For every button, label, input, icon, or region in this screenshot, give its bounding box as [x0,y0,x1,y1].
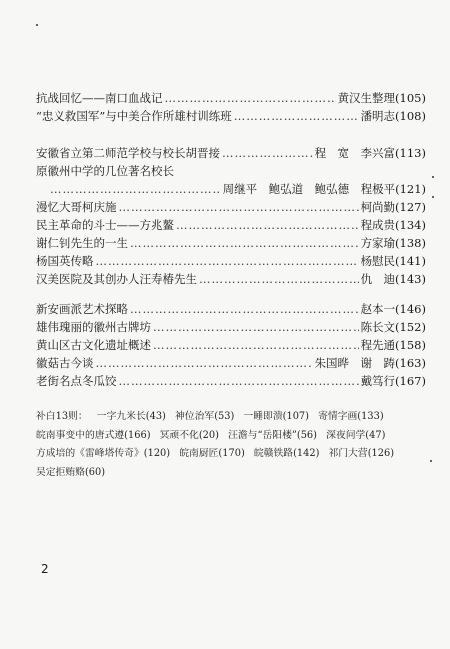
supplement-item: 冥顽不化(20) [159,429,219,441]
entry-author: 戴笃行(167) [360,374,426,388]
supplement-item: 方成培的《雷峰塔传奇》(120) [36,448,171,459]
entry-title: 老街名点冬瓜饺 [36,374,117,388]
entry-author: 陈长文(152) [360,320,426,334]
toc-entry [36,234,426,252]
leader-dots [96,354,313,372]
leader-dots [130,234,359,252]
scan-speck [432,176,434,178]
entry-author: 程 宽 李兴富(113) [314,146,426,160]
entry-title: 黄山区古文化遗址概述 [36,338,151,352]
toc-entry [36,354,426,372]
supplement-item: 皖南厨匠(170) [179,448,245,459]
leader-dots [119,198,359,216]
page-number: 2 [41,562,49,576]
entry-title: 新安画派艺术探略 [36,302,128,316]
supplement-item: 寄情字画(133) [318,411,384,422]
toc-entry [36,216,426,234]
entry-author: 程先通(158) [360,338,426,352]
leader-dots [119,372,359,390]
entry-title: 杨国英传略 [36,254,94,268]
leader-dots [176,216,359,234]
scan-speck [36,24,38,26]
entry-author: 程成贵(134) [360,218,426,232]
supplement-item: 皖南事变中的唐式遵(166) [36,429,151,441]
entry-author: 朱国晔 谢 踌(163) [314,356,426,370]
toc-entry [36,270,426,288]
toc-entry [36,372,426,390]
leader-dots [50,180,221,198]
leader-dots [153,336,359,354]
entry-author: 潘明志(108) [360,109,426,123]
supplement-item: 深夜问学(47) [326,429,386,441]
entry-author: 周继平 鲍弘道 鲍弘德 程极平(121) [222,182,426,196]
leader-dots [153,318,359,336]
toc-entry [36,144,426,162]
leader-dots [234,107,359,125]
leader-dots [222,144,313,162]
entry-title: “忠义救国军”与中美合作所雄村训练班 [36,109,232,123]
entry-title: 谢仁钊先生的一生 [36,236,128,250]
entry-title: 漫忆大哥柯庆施 [36,200,117,214]
entry-author: 黄汉生整理(105) [337,91,426,105]
toc-entry [36,318,426,336]
toc-entry [36,89,426,107]
entry-title: 安徽省立第二师范学校与校长胡晋接 [36,146,220,160]
entry-author: 仇 迪(143) [360,272,426,286]
entry-title: 抗战回忆——南口血战记 [36,91,163,105]
toc-entry [36,162,426,180]
supplement-item: 皖赣铁路(142) [253,448,320,459]
supplement-item: 一睡即溃(107) [243,411,309,422]
entry-title: 徽菇古今谈 [36,356,94,370]
leader-dots [130,300,359,318]
scan-speck [430,460,432,462]
entry-author: 方家瑜(138) [360,236,426,250]
entry-author: 赵本一(146) [360,302,426,316]
leader-dots [96,252,359,270]
toc-entry [36,336,426,354]
supplement-list [36,408,416,482]
entry-title: 雄伟瑰丽的徽州古牌坊 [36,320,151,334]
supplement-item: 一字九米长(43) [96,411,166,422]
toc-entry [36,198,426,216]
toc-entry [36,252,426,270]
leader-dots [199,270,359,288]
toc-entry-continuation [48,180,426,198]
supplement-item: 神位治军(53) [175,411,235,422]
entry-author: 柯尚勤(127) [360,200,426,214]
entry-title: 原徽州中学的几位著名校长 [36,164,174,178]
supplement-item: 汪澹与“岳阳楼”(56) [228,429,317,441]
supplement-item: 祁门大营(126) [328,448,395,459]
supplement-item: 吴定拒贿赂(60) [36,466,106,478]
supplement-heading: 补白13则： [36,411,88,422]
scan-speck [432,196,434,198]
entry-title: 汉美医院及其创办人汪寿椿先生 [36,272,197,286]
entry-author: 杨慰民(141) [360,254,426,268]
toc-entry [36,107,426,125]
entry-title: 民主革命的斗士——方兆鳌 [36,218,174,232]
toc-entry [36,300,426,318]
leader-dots [165,89,336,107]
